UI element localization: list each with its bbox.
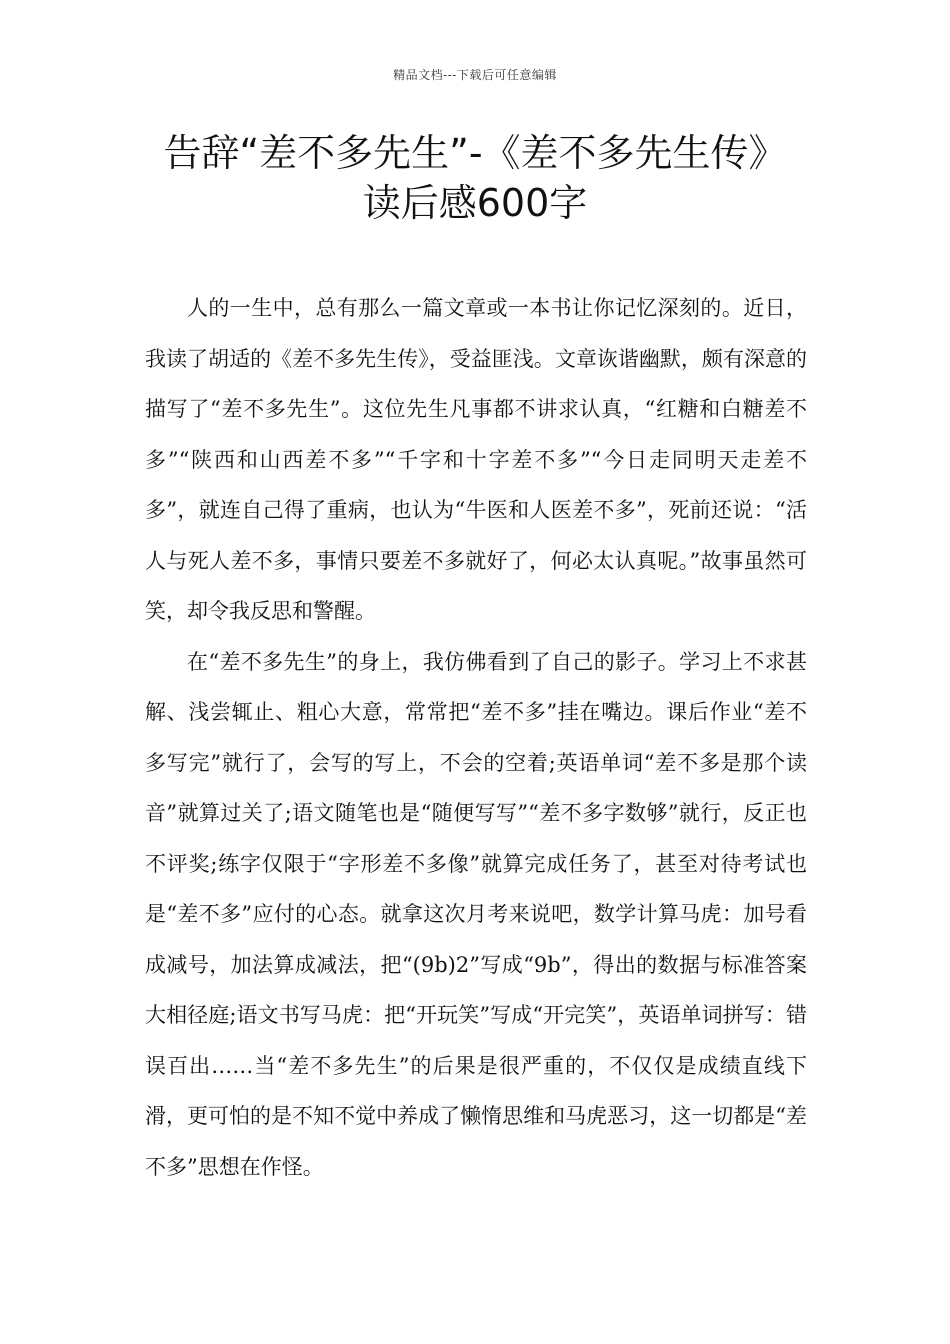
document-body xyxy=(145,283,807,1192)
paragraph-1: 人的一生中，总有那么一篇文章或一本书让你记忆深刻的。近日，我读了胡适的《差不多先生传》，受益匪浅。文章诙谐幽默，颇有深意的描写了“差不多先生”。这位先生凡事都不讲求认真，“红糖和白糖差不多”“陕西和山西差不多”“千字和十字差不多”“今日走同明天走差不多”，就连自己得了重病，也认为“牛医和人医差不多”，死前还说：“活人与死人差不多，事情只要差不多就好了，何必太认真呢。”故事虽然可笑，却令我反思和警醒。 xyxy=(145,296,807,623)
header-note: 精品文档---下载后可任意编辑 xyxy=(393,68,557,82)
document-title: 告辞“差不多先生”-《差不多先生传》读后感600字 xyxy=(163,131,787,225)
paragraph-2: 在“差不多先生”的身上，我仿佛看到了自己的影子。学习上不求甚解、浅尝辄止、粗心大意，常常把“差不多”挂在嘴边。课后作业“差不多写完”就行了，会写的写上，不会的空着;英语单词“差不多是那个读音”就算过关了;语文随笔也是“随便写写”“差不多字数够”就行，反正也不评奖;练字仅限于“字形差不多像”就算完成任务了，甚至对待考试也是“差不多”应付的心态。就拿这次月考来说吧，数学计算马虎：加号看成减号，加法算成减法，把“(9b)2”写成“9b”，得出的数据与标准答案大相径庭;语文书写马虎：把“开玩笑”写成“开完笑”，英语单词拼写：错误百出……当“差不多先生”的后果是很严重的，不仅仅是成绩直线下滑，更可怕的是不知不觉中养成了懒惰思维和马虎恶习，这一切都是“差不多”思想在作怪。 xyxy=(145,649,807,1179)
